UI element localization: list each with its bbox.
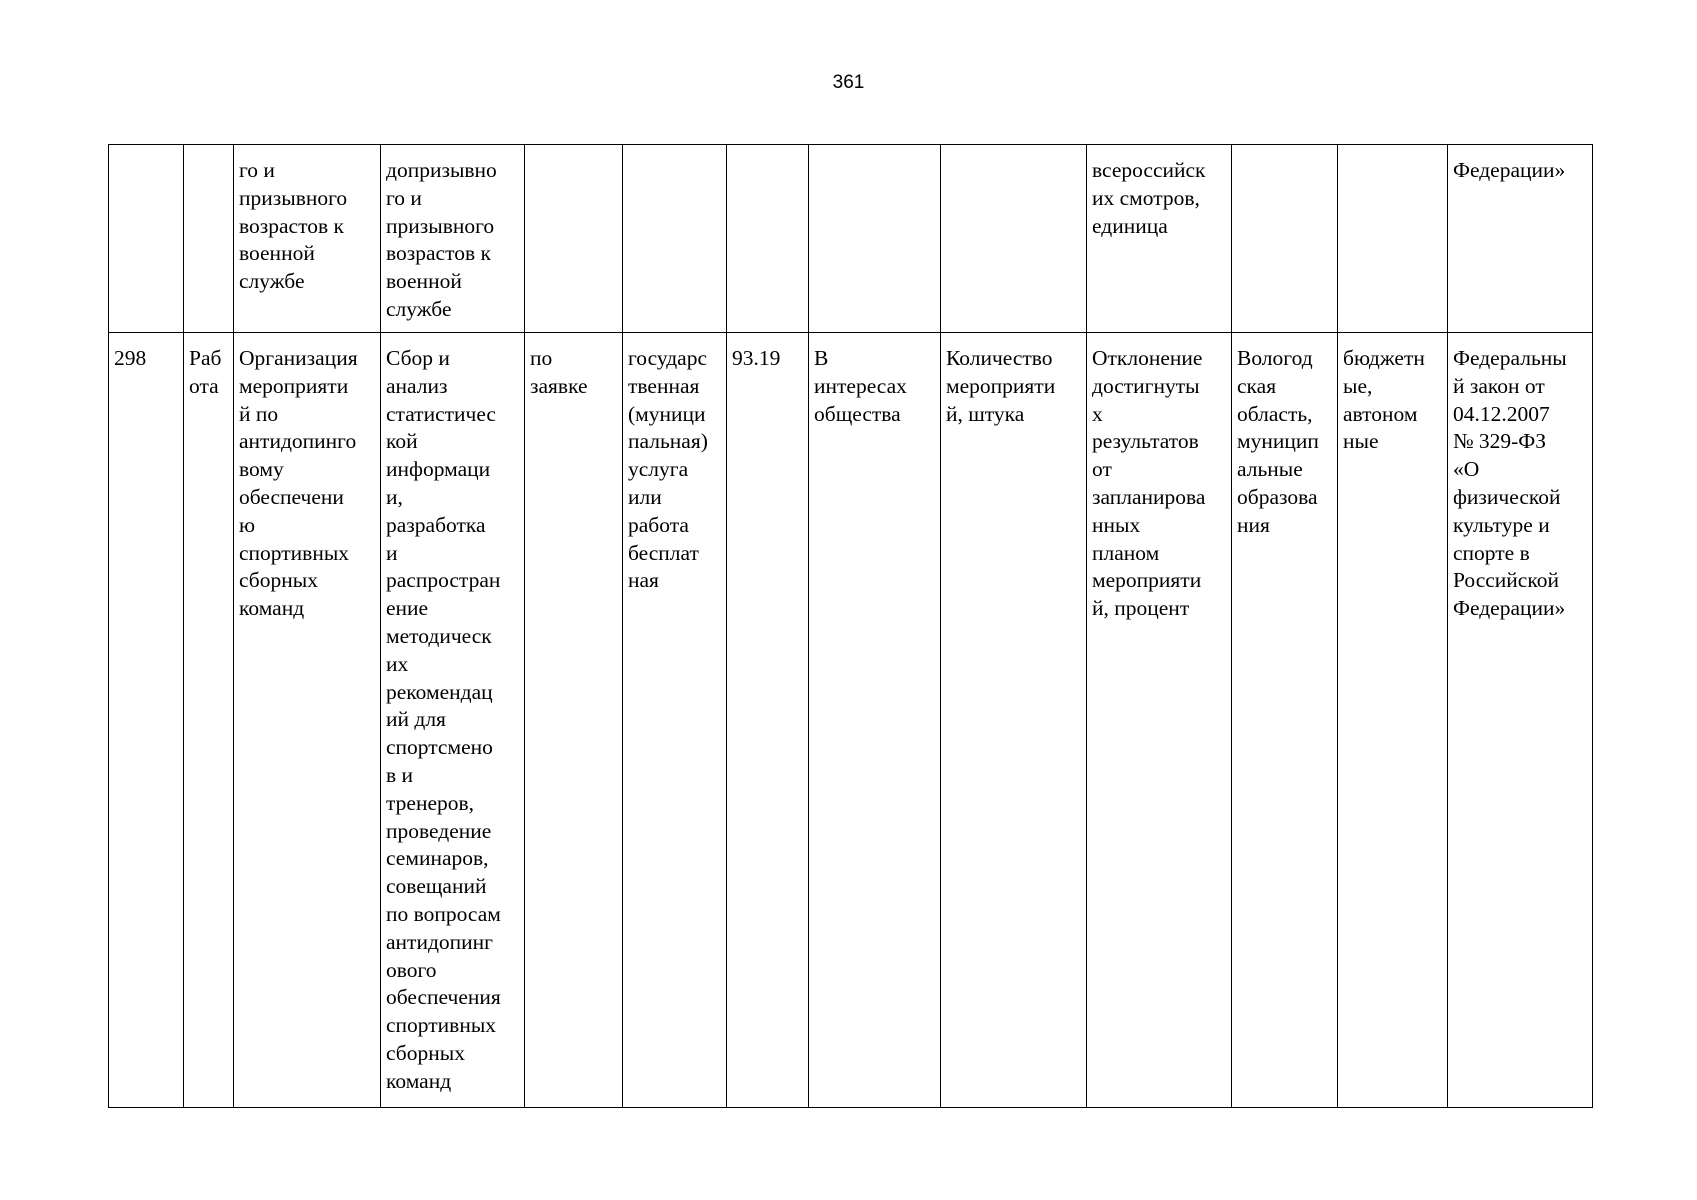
cell-payment — [623, 145, 727, 333]
cell-consumers — [809, 145, 941, 333]
registry-table — [108, 144, 1593, 1108]
page-number: 361 — [832, 72, 865, 93]
cell-territory — [1232, 145, 1338, 333]
table-row — [109, 145, 1593, 333]
cell-institution-type: бюджетн ые, автоном ные — [1338, 333, 1448, 1108]
cell-legal-basis: Федеральны й закон от 04.12.2007 № 329-ФЗ «О физической культуре и спорте в Российской Федерации» — [1448, 333, 1593, 1108]
cell-okved — [727, 145, 809, 333]
cell-content: допризывно го и призывного возрастов к военной службе — [381, 145, 525, 333]
cell-conditions — [525, 145, 623, 333]
cell-volume-indicator: Количество мероприяти й, штука — [941, 333, 1087, 1108]
cell-type — [184, 145, 234, 333]
cell-volume-indicator — [941, 145, 1087, 333]
cell-consumers: В интересах общества — [809, 333, 941, 1108]
table-row — [109, 333, 1593, 1108]
cell-content: Сбор и анализ статистичес кой информаци и, разработка и распростран ение методическ их рекомендац ий для спортсмено в и тренеров, проведение семинаров, совещаний по вопросам антидопинг ового обеспечения спортивных сборных команд — [381, 333, 525, 1108]
cell-type: Раб ота — [184, 333, 234, 1108]
cell-okved: 93.19 — [727, 333, 809, 1108]
cell-quality-indicator: Отклонение достигнуты х результатов от запланирова нных планом мероприяти й, процент — [1087, 333, 1232, 1108]
cell-conditions: по заявке — [525, 333, 623, 1108]
cell-name: го и призывного возрастов к военной службе — [234, 145, 381, 333]
cell-legal-basis: Федерации» — [1448, 145, 1593, 333]
cell-number: 298 — [109, 333, 184, 1108]
cell-number — [109, 145, 184, 333]
cell-institution-type — [1338, 145, 1448, 333]
cell-name: Организация мероприяти й по антидопинго вому обеспечени ю спортивных сборных команд — [234, 333, 381, 1108]
cell-quality-indicator: всероссийск их смотров, единица — [1087, 145, 1232, 333]
cell-payment: государс твенная (муници пальная) услуга или работа бесплат ная — [623, 333, 727, 1108]
cell-territory: Вологод ская область, муницип альные образова ния — [1232, 333, 1338, 1108]
